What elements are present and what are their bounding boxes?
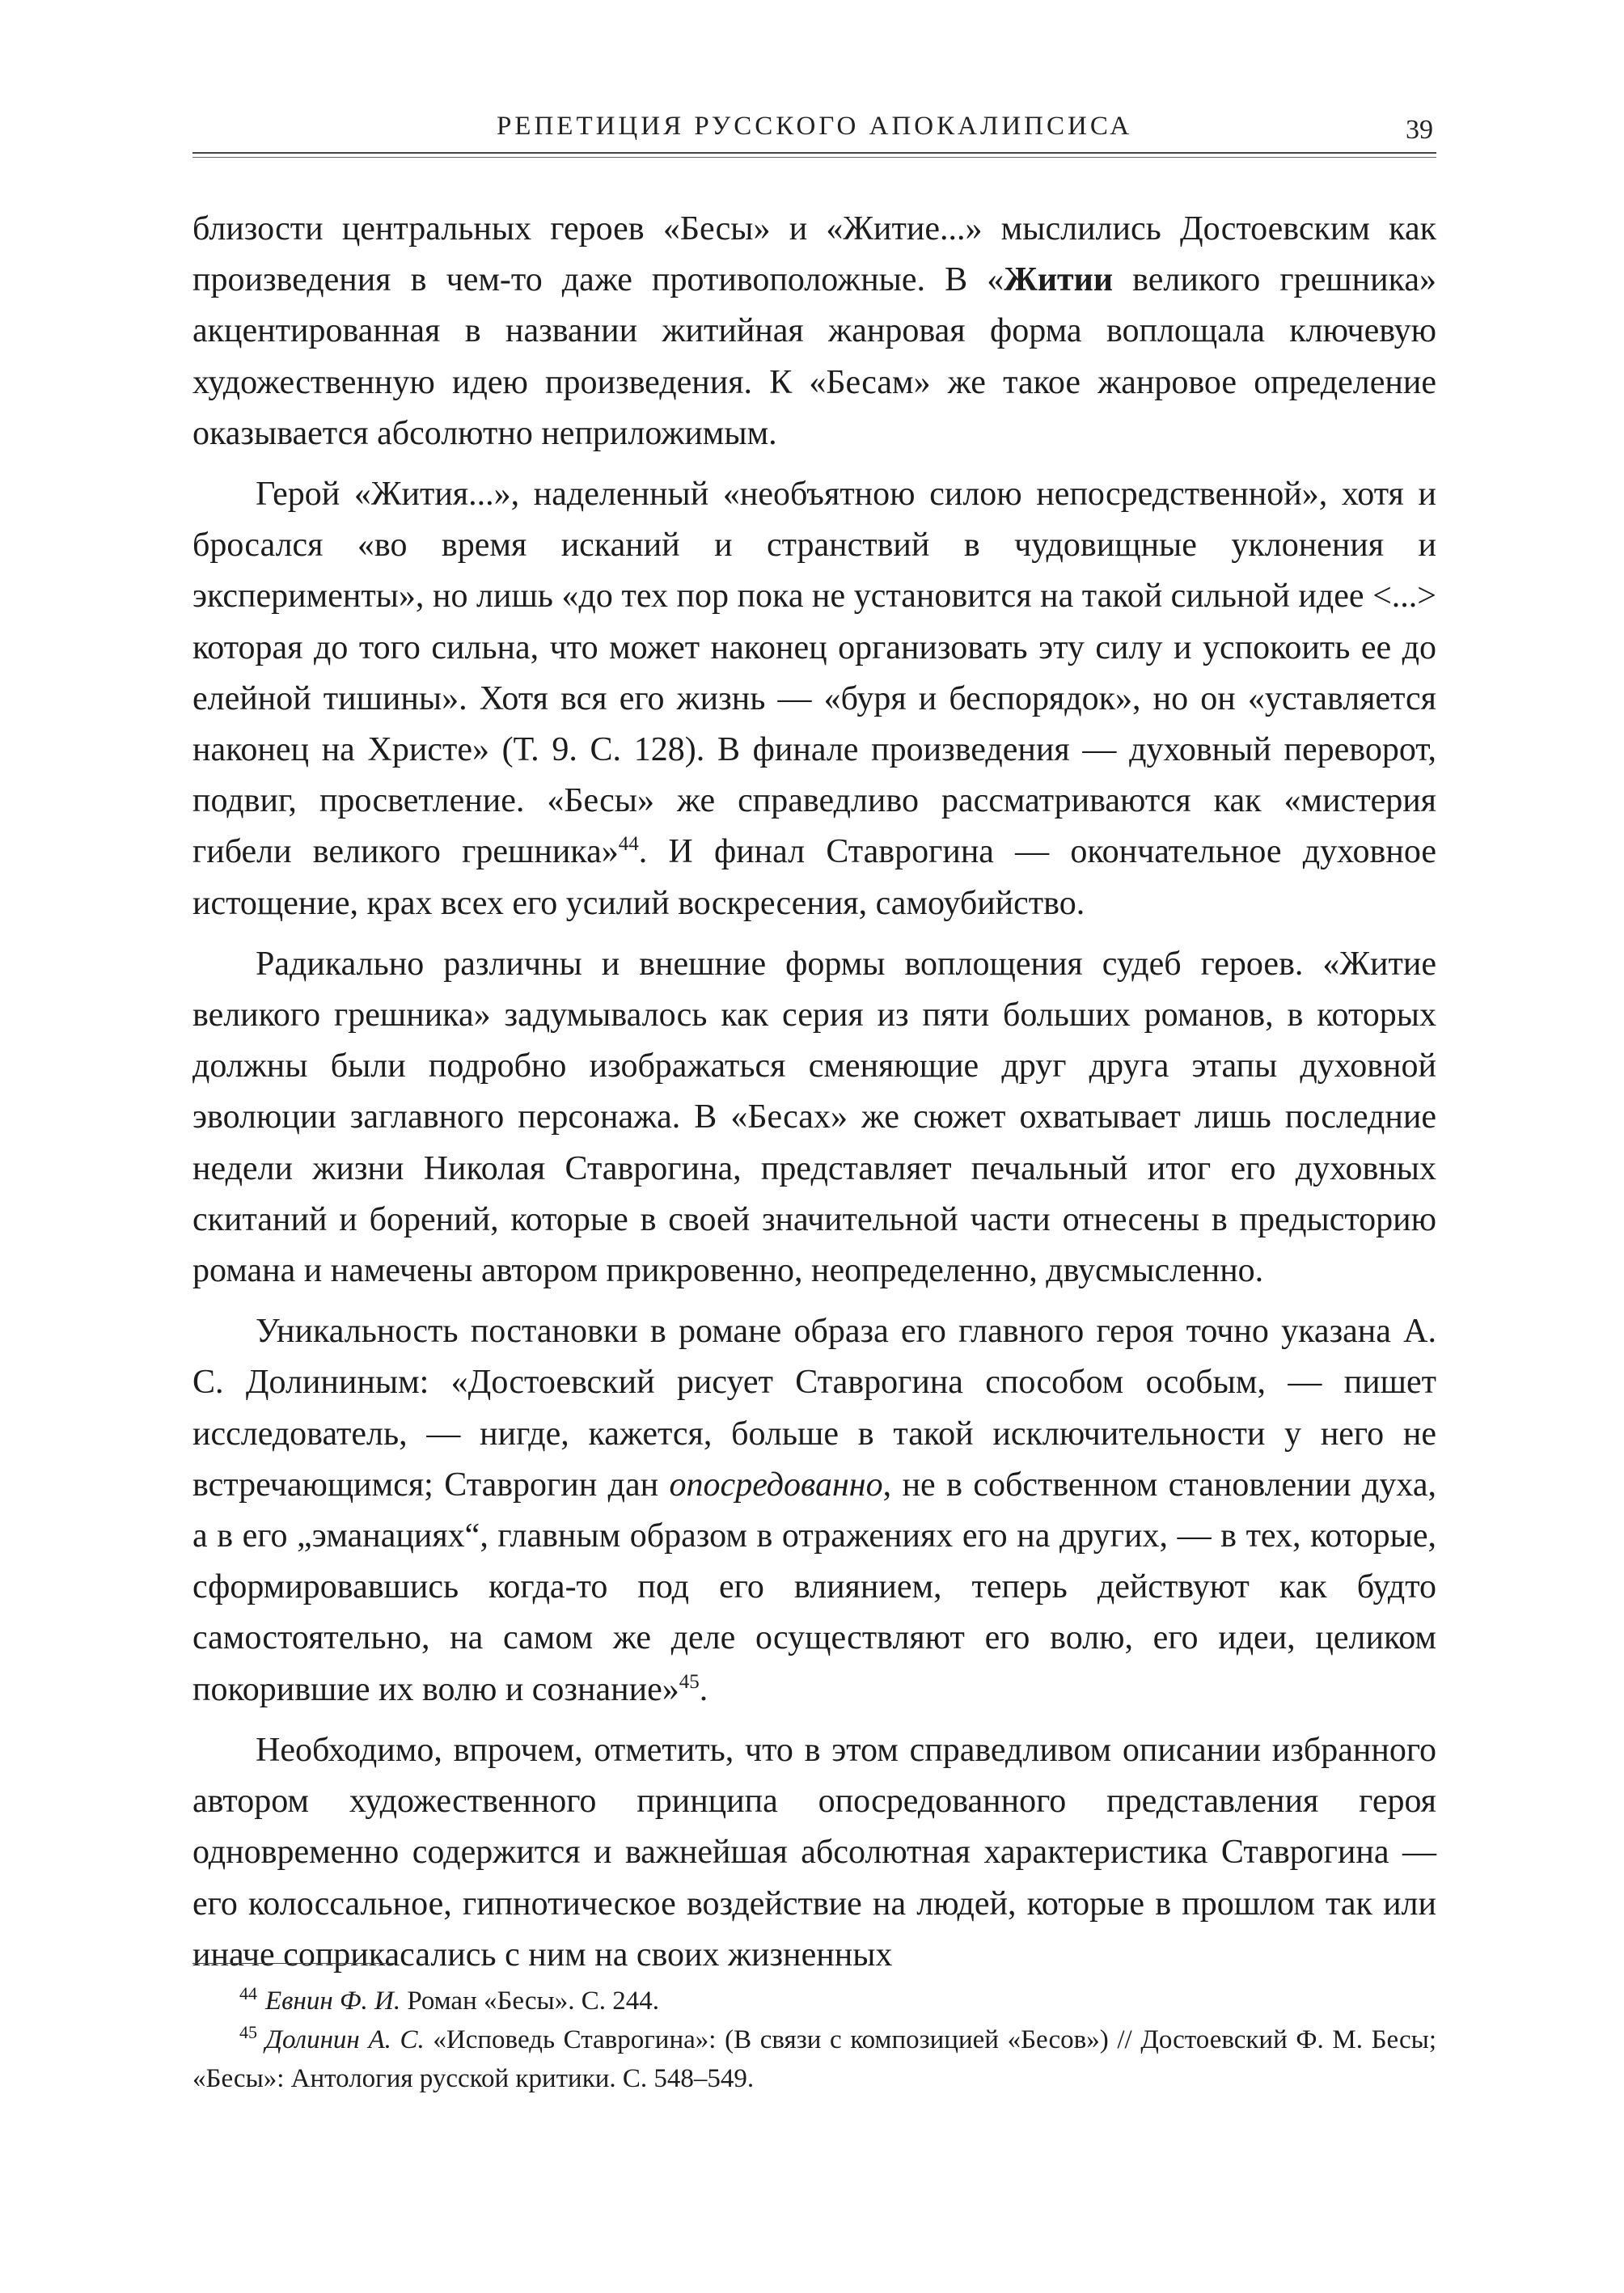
footnote-number: 45 (239, 2022, 257, 2042)
page-number: 39 (1406, 115, 1433, 145)
footnote-author: Евнин Ф. И. (265, 1986, 401, 2016)
paragraph-3: Радикально различны и внешние формы воплощения судеб героев. «Житие великого грешника» задумывалось как серия из пяти больших романов, в которых должны были подробно изображаться сменяющие друг друга этапы духовной эволюции заглавного персонажа. В «Бесах» же сюжет охватывает лишь последние недели жизни Николая Ставрогина, представляет печальный итог его духовных скитаний и борений, которые в своей значительной части отнесены в предысторию романа и намечены автором прикровенно, неопределенно, двусмысленно. (192, 945, 1436, 1290)
footnote-separator (192, 1963, 395, 1964)
running-title: РЕПЕТИЦИЯ РУССКОГО АПОКАЛИПСИСА (496, 112, 1133, 141)
footnote-45 (192, 2020, 1436, 2098)
paragraph-4-italic-term: опосредованно (669, 1466, 883, 1504)
paragraph-2-text-b: . И финал Ставрогина — окончательное духовное истощение, крах всех его усилий воскресения, самоубийство. (192, 833, 1436, 922)
paragraph-1-text-a: близости центральных героев «Бесы» и «Житие...» мыслились Достоевским как произведения в чем-то даже противоположные. В « (192, 210, 1436, 299)
footnote-ref-45[interactable]: 45 (679, 1670, 700, 1693)
footnotes (192, 1982, 1436, 2098)
footnote-ref-44[interactable]: 44 (618, 833, 639, 856)
header-rule-thin (192, 157, 1436, 158)
paragraph-1-text-b: великого грешника» акцентированная в названии житийная жанровая форма воплощала ключевую художественную идею произведения. К «Бесам» же такое жанровое определение оказывается абсолютно неприложимым. (192, 261, 1436, 452)
paragraph-4-text-a: Уникальность постановки в романе образа его главного героя точно указана А. С. Долининым: «Достоевский рисует Ставрогина способом особым, — пишет исследователь, — нигде, кажется, больше в такой исключительности у него не встречающимся; Ставрогин дан (192, 1313, 1436, 1504)
running-header (192, 104, 1436, 160)
footnote-text: Роман «Бесы». С. 244. (400, 1986, 659, 2016)
paragraph-1 (192, 204, 1436, 459)
footnote-author: Долинин А. С. (265, 2025, 425, 2054)
paragraph-4 (192, 1306, 1436, 1716)
footnote-number: 44 (239, 1983, 257, 2003)
paragraph-5: Необходимо, впрочем, отметить, что в этом справедливом описании избранного автором художественного принципа опосредованного представления героя одновременно содержится и важнейшая абсолютная характеристика Ставрогина — его колоссальное, гипнотическое воздействие на людей, которые в прошлом так или иначе соприкасались с ним на своих жизненных (192, 1731, 1436, 1974)
header-rule (192, 152, 1436, 154)
footnote-text: «Исповедь Ставрогина»: (В связи с композицией «Бесов») // Достоевский Ф. М. Бесы; «Бесы»: Антология русской критики. С. 548–549. (192, 2025, 1436, 2093)
main-text (192, 204, 1436, 1981)
paragraph-4-text-b: , не в собственном становлении духа, а в его „эманациях“, главным образом в отражениях его на других, — в тех, которые, сформировавшись когда-то под его влиянием, теперь действуют как будто самостоятельно, на самом же деле осуществляют его волю, его идеи, целиком покорившие их волю и сознание» (192, 1466, 1436, 1708)
paragraph-2 (192, 469, 1436, 929)
paragraph-4-text-c: . (699, 1670, 708, 1708)
paragraph-2-text-a: Герой «Жития...», наделенный «необъятною силою непосредственной», хотя и бросался «во время исканий и странствий в чудовищные уклонения и эксперименты», но лишь «до тех пор пока не установится на такой сильной идее <...> которая до того сильна, что может наконец организовать эту силу и успокоить ее до елейной тишины». Хотя вся его жизнь — «буря и беспорядок», но он «уставляется наконец на Христе» (Т. 9. С. 128). В финале произведения — духовный переворот, подвиг, просветление. «Бесы» же справедливо рассматриваются как «мистерия гибели великого грешника» (192, 476, 1436, 871)
paragraph-1-bold-term: Житии (1004, 261, 1114, 299)
footnote-44 (192, 1982, 1436, 2020)
